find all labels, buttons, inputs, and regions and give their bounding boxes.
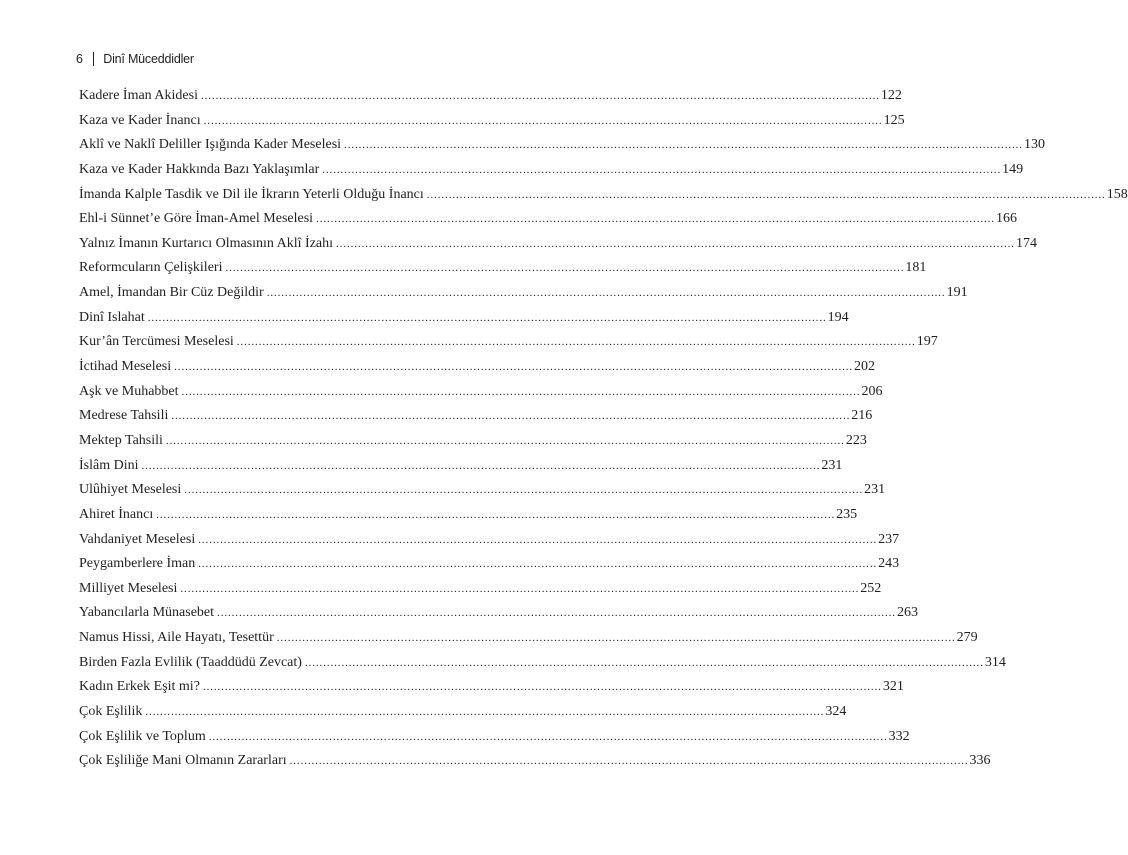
toc-entry-title: Amel, İmandan Bir Cüz Değildir <box>79 285 264 301</box>
toc-entry[interactable] <box>79 651 1006 676</box>
toc-entry[interactable] <box>79 503 858 528</box>
toc-entry-title: Ulûhiyet Meselesi <box>79 482 182 498</box>
dot-leader <box>145 700 824 725</box>
toc-entry-title: İmanda Kalple Tasdik ve Dil ile İkrarın Yeterli Olduğu İnancı <box>79 186 424 202</box>
toc-entry-page: 314 <box>984 654 1006 670</box>
toc-entry-page: 321 <box>882 679 904 695</box>
dot-leader <box>277 626 956 651</box>
toc-entry-page: 206 <box>861 383 883 399</box>
toc-entry-title: Kaza ve Kader İnancı <box>79 112 201 128</box>
toc-entry-page: 122 <box>880 88 902 103</box>
toc-entry-title: Çok Eşlilik ve Toplum <box>79 728 206 744</box>
toc-entry[interactable] <box>79 700 847 725</box>
dot-leader <box>427 183 1106 208</box>
toc-entry-page: 231 <box>821 457 843 473</box>
toc-entry-title: Peygamberlere İman <box>79 556 196 572</box>
toc-entry[interactable] <box>79 725 910 750</box>
dot-leader <box>290 749 969 774</box>
toc-entry-page: 202 <box>854 359 876 375</box>
toc-entry-page: 324 <box>825 704 847 720</box>
toc-entry-title: Ehl-i Sünnet’e Göre İman-Amel Meselesi <box>79 211 314 227</box>
toc-entry-page: 216 <box>851 408 873 424</box>
dot-leader <box>198 552 877 577</box>
toc-entry[interactable] <box>79 404 873 429</box>
toc-entry-page: 263 <box>896 605 918 621</box>
toc-entry[interactable] <box>79 281 968 306</box>
dot-leader <box>182 380 861 405</box>
dot-leader <box>184 478 863 503</box>
toc-entry[interactable] <box>79 306 849 331</box>
toc-entry[interactable] <box>79 109 905 134</box>
toc-entry[interactable] <box>79 355 876 380</box>
toc-entry[interactable] <box>79 429 867 454</box>
toc-entry-page: 235 <box>836 506 858 522</box>
toc-entry-page: 332 <box>888 728 910 744</box>
dot-leader <box>267 281 946 306</box>
toc-entry-title: Aşk ve Muhabbet <box>79 383 179 399</box>
toc-entry[interactable] <box>79 330 938 355</box>
toc-entry-page: 279 <box>956 630 978 646</box>
dot-leader <box>180 577 859 602</box>
dot-leader <box>322 158 1001 183</box>
dot-leader <box>237 330 916 355</box>
toc-entry-title: Yalnız İmanın Kurtarıcı Olmasının Aklî İzahı <box>79 235 334 251</box>
toc-entry[interactable] <box>79 158 1024 183</box>
toc-entry[interactable] <box>79 380 883 405</box>
dot-leader <box>166 429 845 454</box>
toc-entry-title: Namus Hissi, Aile Hayatı, Tesettür <box>79 630 274 646</box>
dot-leader <box>148 306 827 331</box>
book-title: Dinî Müceddidler <box>103 52 194 66</box>
toc-entry-page: 149 <box>1002 161 1024 177</box>
toc-entry[interactable] <box>79 183 1128 208</box>
toc-entry-page: 125 <box>883 112 905 128</box>
toc-entry[interactable] <box>79 626 978 651</box>
toc-entry[interactable] <box>79 552 900 577</box>
toc-entry-page: 181 <box>905 260 927 276</box>
toc-entry-title: Kadere İman Akidesi <box>79 88 198 103</box>
toc-entry-title: Ahiret İnancı <box>79 506 154 522</box>
table-of-contents <box>79 84 1128 774</box>
toc-entry-page: 243 <box>878 556 900 572</box>
toc-entry-title: Çok Eşlilik <box>79 704 143 720</box>
toc-entry-title: Reformcuların Çelişkileri <box>79 260 223 276</box>
toc-entry-title: Çok Eşliliğe Mani Olmanın Zararları <box>79 753 287 769</box>
dot-leader <box>198 528 877 553</box>
dot-leader <box>316 207 995 232</box>
toc-entry[interactable] <box>79 232 1037 257</box>
dot-leader <box>171 404 850 429</box>
toc-entry-title: Mektep Tahsili <box>79 432 163 448</box>
dot-leader <box>203 675 882 700</box>
toc-entry-title: Birden Fazla Evlilik (Taaddüdü Zevcat) <box>79 654 302 670</box>
toc-entry[interactable] <box>79 133 1045 158</box>
dot-leader <box>217 601 896 626</box>
dot-leader <box>305 651 984 676</box>
toc-entry[interactable] <box>79 528 900 553</box>
dot-leader <box>209 725 888 750</box>
toc-entry[interactable] <box>79 84 902 109</box>
toc-entry[interactable] <box>79 601 918 626</box>
toc-entry-page: 237 <box>878 531 900 547</box>
dot-leader <box>174 355 853 380</box>
page-number: 6 <box>76 52 83 66</box>
toc-entry[interactable] <box>79 577 882 602</box>
toc-entry-title: Kadın Erkek Eşit mi? <box>79 679 200 695</box>
dot-leader <box>201 84 880 109</box>
toc-entry[interactable] <box>79 256 927 281</box>
toc-entry[interactable] <box>79 478 886 503</box>
toc-entry-title: İctihad Meselesi <box>79 359 172 375</box>
toc-entry-title: Vahdaniyet Meselesi <box>79 531 196 547</box>
dot-leader <box>336 232 1015 257</box>
toc-entry-title: İslâm Dini <box>79 457 139 473</box>
toc-entry-page: 194 <box>827 309 849 325</box>
toc-entry-page: 252 <box>860 580 882 596</box>
running-header <box>76 50 194 68</box>
toc-entry-title: Medrese Tahsili <box>79 408 169 424</box>
dot-leader <box>344 133 1023 158</box>
toc-entry-title: Kaza ve Kader Hakkında Bazı Yaklaşımlar <box>79 161 320 177</box>
toc-entry-title: Aklî ve Naklî Deliller Işığında Kader Meselesi <box>79 137 342 153</box>
toc-entry-page: 197 <box>916 334 938 350</box>
toc-entry-title: Milliyet Meselesi <box>79 580 178 596</box>
dot-leader <box>225 256 904 281</box>
toc-entry-page: 223 <box>845 432 867 448</box>
toc-entry-page: 336 <box>969 753 991 769</box>
header-divider <box>93 52 95 66</box>
toc-entry[interactable] <box>79 749 991 774</box>
toc-entry-title: Yabancılarla Münasebet <box>79 605 215 621</box>
dot-leader <box>142 454 821 479</box>
toc-entry-page: 231 <box>864 482 886 498</box>
toc-entry[interactable] <box>79 454 843 479</box>
toc-entry-page: 130 <box>1023 137 1045 153</box>
toc-entry-page: 158 <box>1106 186 1128 202</box>
toc-entry[interactable] <box>79 207 1017 232</box>
toc-entry-title: Dinî Islahat <box>79 309 145 325</box>
dot-leader <box>204 109 883 134</box>
dot-leader <box>156 503 835 528</box>
toc-entry-title: Kur’ân Tercümesi Meselesi <box>79 334 234 350</box>
toc-entry-page: 174 <box>1015 235 1037 251</box>
toc-entry-page: 191 <box>946 285 968 301</box>
toc-entry-page: 166 <box>995 211 1017 227</box>
toc-entry[interactable] <box>79 675 904 700</box>
